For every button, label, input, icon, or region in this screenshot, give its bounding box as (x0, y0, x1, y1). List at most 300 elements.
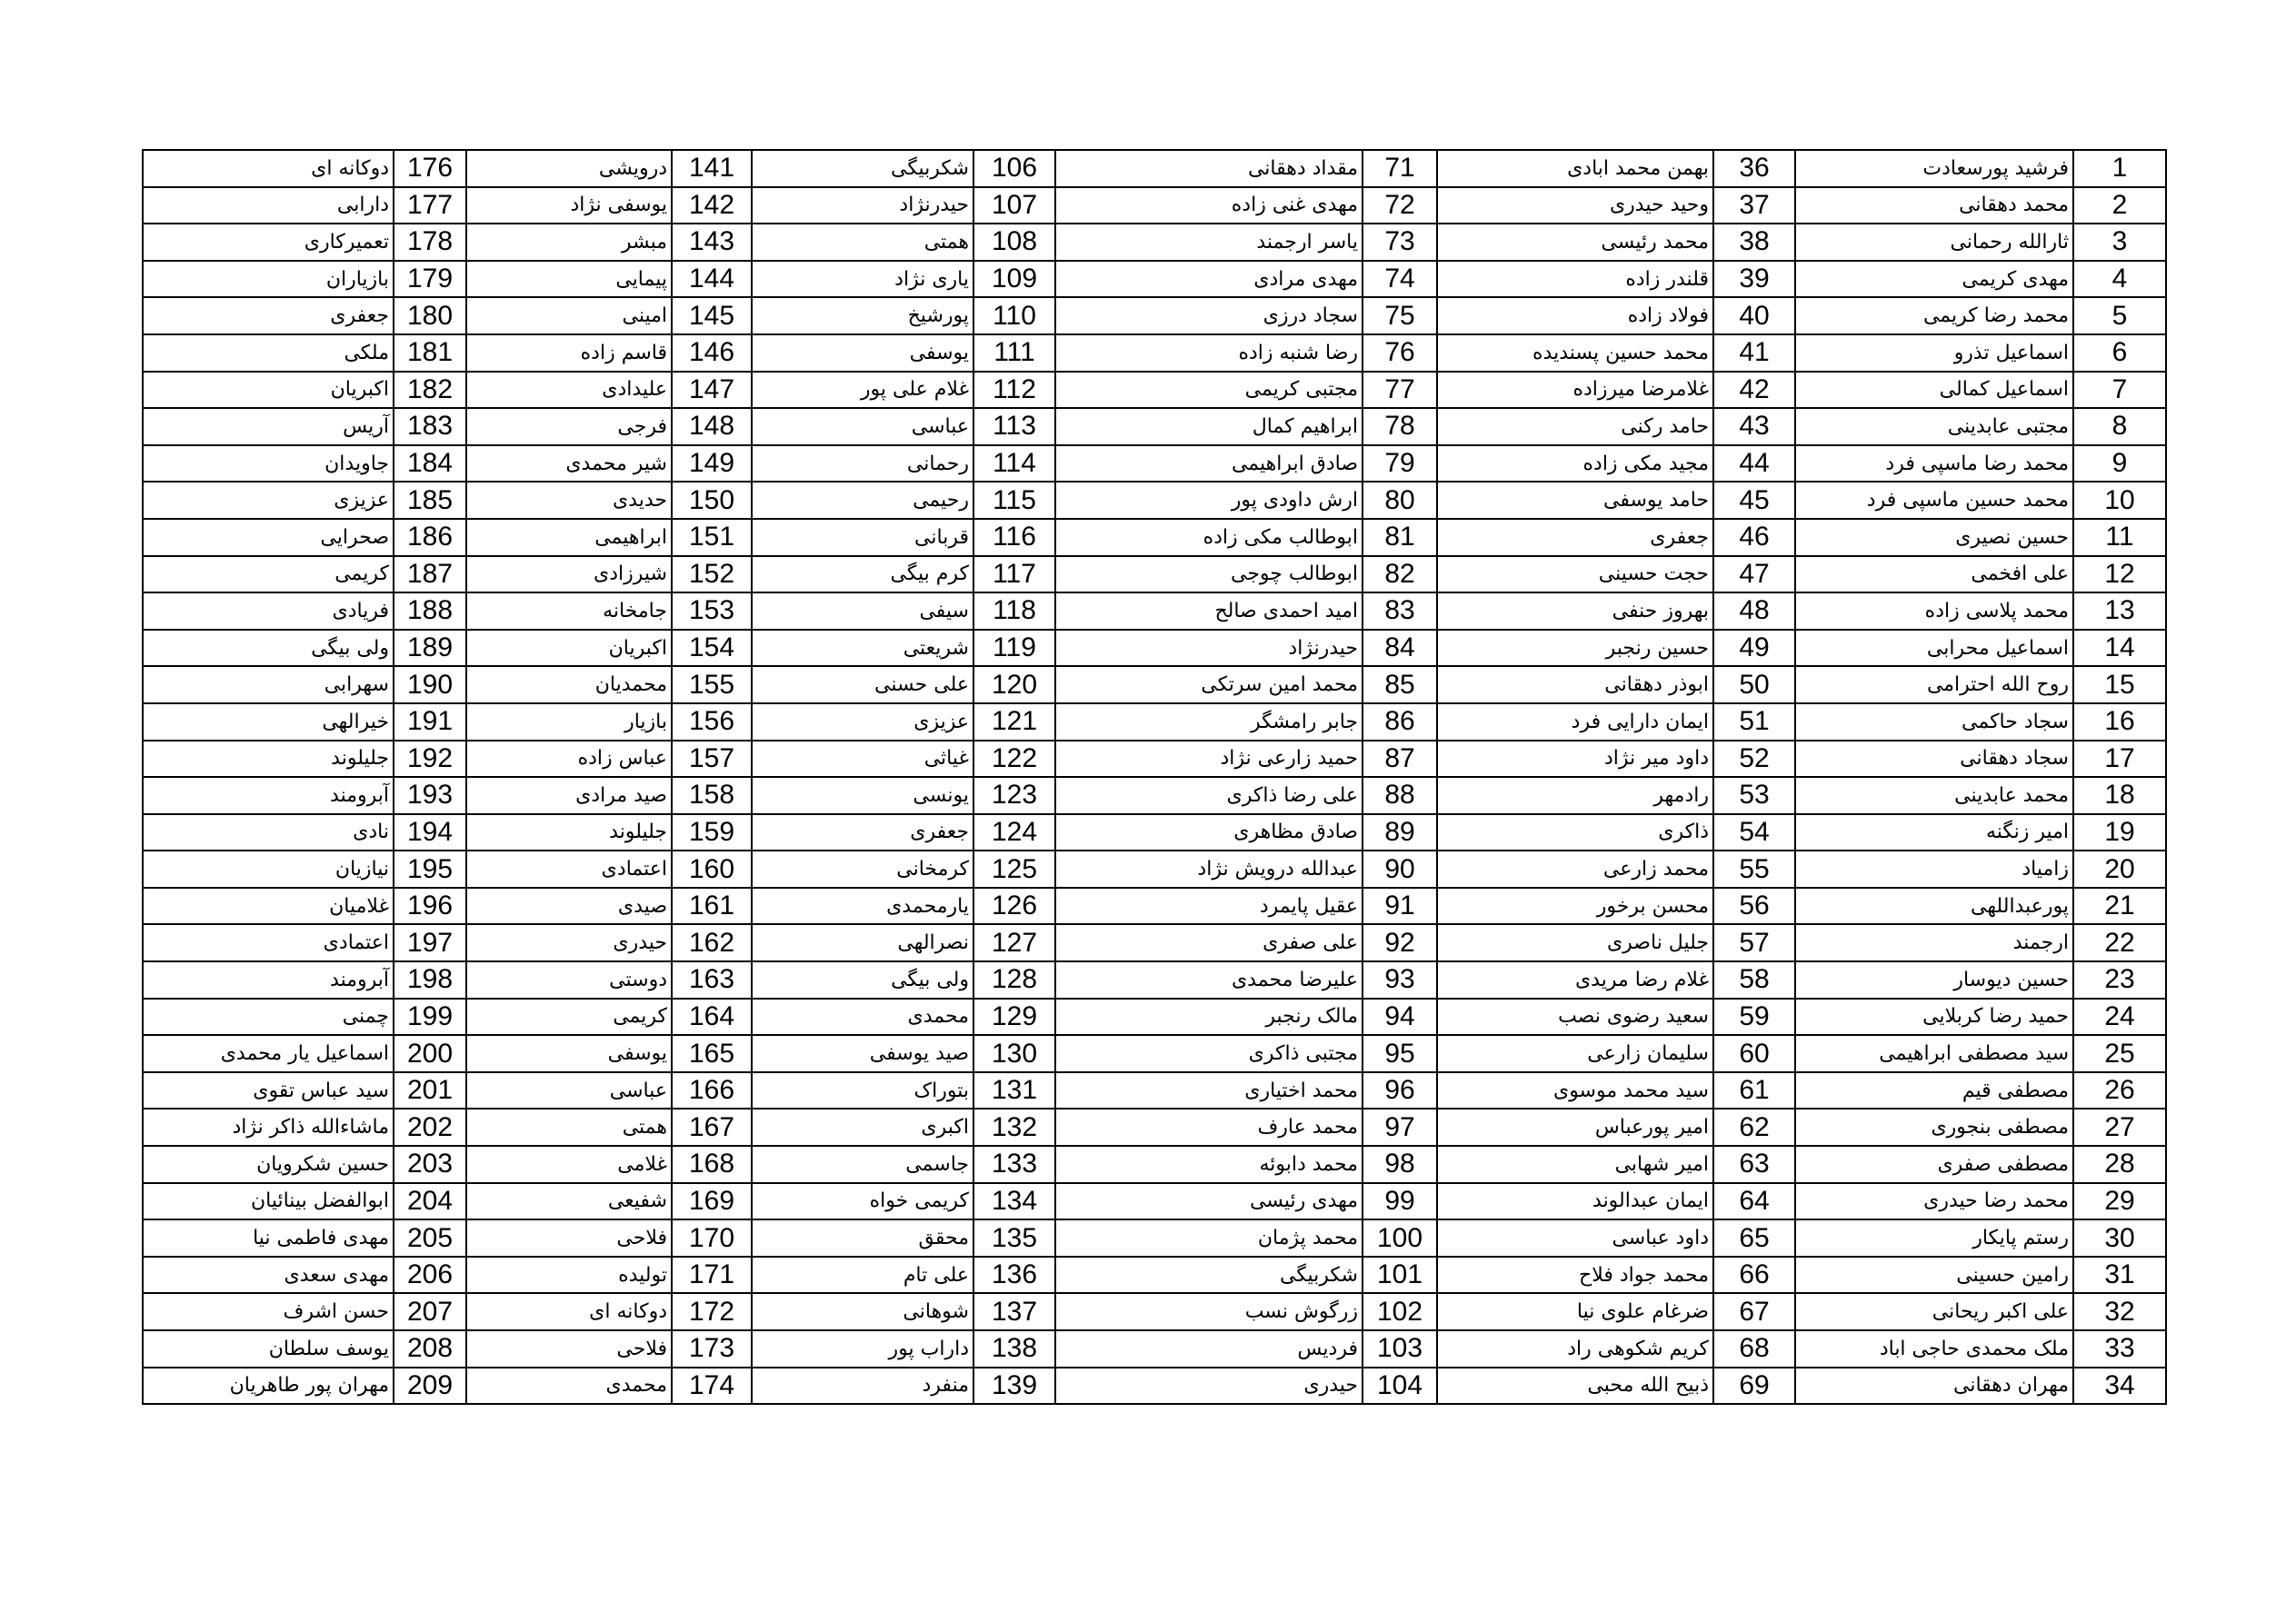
number-cell: 145 (672, 297, 752, 334)
number-cell: 202 (394, 1109, 466, 1146)
name-cell: یوسفی (752, 334, 973, 372)
number-cell: 200 (394, 1035, 466, 1072)
number-cell: 204 (394, 1183, 466, 1220)
number-cell: 38 (1713, 224, 1795, 261)
name-cell: غلامی (466, 1146, 672, 1183)
table-row (143, 814, 2166, 851)
name-cell: حامد یوسفی (1437, 482, 1713, 519)
name-cell: امید احمدی صالح (1055, 592, 1363, 630)
name-cell: محمد پلاسی زاده (1795, 592, 2073, 630)
name-cell: سجاد حاکمی (1795, 703, 2073, 741)
number-cell: 164 (672, 999, 752, 1036)
name-cell: سید محمد موسوی (1437, 1072, 1713, 1110)
number-cell: 150 (672, 482, 752, 519)
name-cell: منفرد (752, 1368, 973, 1405)
name-cell: شیرزادی (466, 556, 672, 593)
number-cell: 126 (973, 888, 1055, 925)
number-cell: 86 (1363, 703, 1437, 741)
name-cell: علی رضا ذاکری (1055, 777, 1363, 814)
name-cell: مجتبی ذاکری (1055, 1035, 1363, 1072)
name-cell: فلاحی (466, 1219, 672, 1257)
number-cell: 109 (973, 261, 1055, 298)
number-cell: 156 (672, 703, 752, 741)
name-cell: حمید رضا کربلایی (1795, 999, 2073, 1036)
name-cell: خیرالهی (143, 703, 394, 741)
name-cell: بتوراک (752, 1072, 973, 1110)
name-cell: آریس (143, 408, 394, 445)
number-cell: 168 (672, 1146, 752, 1183)
number-cell: 2 (2073, 187, 2166, 224)
number-cell: 180 (394, 297, 466, 334)
name-cell: جلیلوند (143, 741, 394, 778)
number-cell: 22 (2073, 924, 2166, 961)
name-cell: تعمیرکاری (143, 224, 394, 261)
number-cell: 185 (394, 482, 466, 519)
number-cell: 120 (973, 666, 1055, 703)
number-cell: 206 (394, 1257, 466, 1294)
number-cell: 4 (2073, 261, 2166, 298)
name-cell: حجت حسینی (1437, 556, 1713, 593)
name-cell: مجتبی عابدینی (1795, 408, 2073, 445)
name-cell: شیر محمدی (466, 445, 672, 483)
number-cell: 184 (394, 445, 466, 483)
name-cell: یاسر ارجمند (1055, 224, 1363, 261)
number-cell: 24 (2073, 999, 2166, 1036)
name-cell: جعفری (752, 814, 973, 851)
number-cell: 209 (394, 1368, 466, 1405)
name-cell: یوسفی نژاد (466, 187, 672, 224)
number-cell: 178 (394, 224, 466, 261)
number-cell: 188 (394, 592, 466, 630)
name-cell: سعید رضوی نصب (1437, 999, 1713, 1036)
number-cell: 201 (394, 1072, 466, 1110)
name-cell: مالک رنجبر (1055, 999, 1363, 1036)
name-cell: ابوطالب چوجی (1055, 556, 1363, 593)
number-cell: 118 (973, 592, 1055, 630)
number-cell: 85 (1363, 666, 1437, 703)
number-cell: 21 (2073, 888, 2166, 925)
number-cell: 16 (2073, 703, 2166, 741)
name-cell: محمد جواد فلاح (1437, 1257, 1713, 1294)
name-cell: محمد زارعی (1437, 851, 1713, 888)
number-cell: 60 (1713, 1035, 1795, 1072)
name-cell: حیدرنژاد (752, 187, 973, 224)
number-cell: 107 (973, 187, 1055, 224)
table-row (143, 1330, 2166, 1368)
number-cell: 56 (1713, 888, 1795, 925)
name-cell: یونسی (752, 777, 973, 814)
table-row (143, 1183, 2166, 1220)
number-cell: 119 (973, 630, 1055, 667)
number-cell: 169 (672, 1183, 752, 1220)
name-cell: اعتمادی (143, 924, 394, 961)
number-cell: 123 (973, 777, 1055, 814)
name-cell: صید یوسفی (752, 1035, 973, 1072)
number-cell: 7 (2073, 372, 2166, 409)
name-cell: علی صفری (1055, 924, 1363, 961)
number-cell: 62 (1713, 1109, 1795, 1146)
number-cell: 73 (1363, 224, 1437, 261)
number-cell: 27 (2073, 1109, 2166, 1146)
name-cell: کریمی (466, 999, 672, 1036)
name-cell: اکبریان (143, 372, 394, 409)
table-row (143, 519, 2166, 556)
number-cell: 136 (973, 1257, 1055, 1294)
name-cell: جعفری (143, 297, 394, 334)
table-row (143, 556, 2166, 593)
number-cell: 43 (1713, 408, 1795, 445)
table-row (143, 372, 2166, 409)
number-cell: 9 (2073, 445, 2166, 483)
number-cell: 138 (973, 1330, 1055, 1368)
number-cell: 159 (672, 814, 752, 851)
number-cell: 108 (973, 224, 1055, 261)
name-cell: محمد حسین پسندیده (1437, 334, 1713, 372)
name-cell: تولیده (466, 1257, 672, 1294)
name-cell: دوکانه ای (466, 1293, 672, 1330)
name-cell: پورعبداللهی (1795, 888, 2073, 925)
number-cell: 77 (1363, 372, 1437, 409)
table-row (143, 1035, 2166, 1072)
number-cell: 90 (1363, 851, 1437, 888)
name-cell: حیدری (1055, 1368, 1363, 1405)
number-cell: 53 (1713, 777, 1795, 814)
table-row (143, 851, 2166, 888)
number-cell: 151 (672, 519, 752, 556)
table-row (143, 1257, 2166, 1294)
name-cell: کریمی خواه (752, 1183, 973, 1220)
name-cell: شفیعی (466, 1183, 672, 1220)
name-cell: داراب پور (752, 1330, 973, 1368)
number-cell: 139 (973, 1368, 1055, 1405)
name-cell: سیفی (752, 592, 973, 630)
number-cell: 20 (2073, 851, 2166, 888)
name-cell: سجاد دهقانی (1795, 741, 2073, 778)
name-cell: سهرابی (143, 666, 394, 703)
number-cell: 191 (394, 703, 466, 741)
number-cell: 170 (672, 1219, 752, 1257)
name-cell: یوسف سلطان (143, 1330, 394, 1368)
number-cell: 112 (973, 372, 1055, 409)
name-cell: کرم بیگی (752, 556, 973, 593)
number-cell: 189 (394, 630, 466, 667)
number-cell: 44 (1713, 445, 1795, 483)
number-cell: 155 (672, 666, 752, 703)
name-cell: اسماعیل یار محمدی (143, 1035, 394, 1072)
number-cell: 152 (672, 556, 752, 593)
number-cell: 61 (1713, 1072, 1795, 1110)
name-cell: مهران پور طاهریان (143, 1368, 394, 1405)
name-cell: بازیار (466, 703, 672, 741)
name-cell: امیر زنگنه (1795, 814, 2073, 851)
name-cell: محمد رضا ماسپی فرد (1795, 445, 2073, 483)
number-cell: 110 (973, 297, 1055, 334)
name-cell: ماشاءالله ذاکر نژاد (143, 1109, 394, 1146)
table-row (143, 777, 2166, 814)
number-cell: 114 (973, 445, 1055, 483)
name-cell: اکبری (752, 1109, 973, 1146)
number-cell: 153 (672, 592, 752, 630)
name-cell: رادمهر (1437, 777, 1713, 814)
number-cell: 45 (1713, 482, 1795, 519)
name-cell: رحیمی (752, 482, 973, 519)
number-cell: 33 (2073, 1330, 2166, 1368)
name-cell: مهدی رئیسی (1055, 1183, 1363, 1220)
name-cell: داود عباسی (1437, 1219, 1713, 1257)
name-cell: رضا شنبه زاده (1055, 334, 1363, 372)
number-cell: 69 (1713, 1368, 1795, 1405)
number-cell: 78 (1363, 408, 1437, 445)
name-cell: ثارالله رحمانی (1795, 224, 2073, 261)
number-cell: 127 (973, 924, 1055, 961)
name-cell: نادی (143, 814, 394, 851)
number-cell: 58 (1713, 961, 1795, 999)
number-cell: 103 (1363, 1330, 1437, 1368)
table-row (143, 1368, 2166, 1405)
name-cell: شوهانی (752, 1293, 973, 1330)
name-cell: ملک محمدی حاجی اباد (1795, 1330, 2073, 1368)
name-cell: وحید حیدری (1437, 187, 1713, 224)
name-cell: شکربیگی (752, 150, 973, 187)
name-cell: عزیزی (752, 703, 973, 741)
name-cell: آبرومند (143, 961, 394, 999)
name-cell: همتی (466, 1109, 672, 1146)
number-cell: 116 (973, 519, 1055, 556)
name-cell: مصطفی قیم (1795, 1072, 2073, 1110)
name-cell: سید عباس تقوی (143, 1072, 394, 1110)
number-cell: 187 (394, 556, 466, 593)
name-cell: پیمایی (466, 261, 672, 298)
name-cell: حسین نصیری (1795, 519, 2073, 556)
name-cell: شکربیگی (1055, 1257, 1363, 1294)
number-cell: 208 (394, 1330, 466, 1368)
name-cell: فرشید پورسعادت (1795, 150, 2073, 187)
number-cell: 113 (973, 408, 1055, 445)
table-row (143, 224, 2166, 261)
number-cell: 99 (1363, 1183, 1437, 1220)
number-cell: 134 (973, 1183, 1055, 1220)
number-cell: 59 (1713, 999, 1795, 1036)
number-cell: 25 (2073, 1035, 2166, 1072)
name-cell: عباسی (466, 1072, 672, 1110)
table-row (143, 888, 2166, 925)
number-cell: 104 (1363, 1368, 1437, 1405)
name-cell: آبرومند (143, 777, 394, 814)
name-cell: بازیاران (143, 261, 394, 298)
number-cell: 122 (973, 741, 1055, 778)
name-cell: حسین دیوسار (1795, 961, 2073, 999)
number-cell: 19 (2073, 814, 2166, 851)
number-cell: 50 (1713, 666, 1795, 703)
name-cell: مهدی فاطمی نیا (143, 1219, 394, 1257)
name-cell: مصطفی صفری (1795, 1146, 2073, 1183)
name-cell: محقق (752, 1219, 973, 1257)
number-cell: 117 (973, 556, 1055, 593)
table-row (143, 408, 2166, 445)
name-cell: محمد پژمان (1055, 1219, 1363, 1257)
name-cell: صادق مظاهری (1055, 814, 1363, 851)
name-cell: کریم شکوهی راد (1437, 1330, 1713, 1368)
name-cell: عقیل پایمرد (1055, 888, 1363, 925)
table-row (143, 482, 2166, 519)
name-cell: عبدالله درویش نژاد (1055, 851, 1363, 888)
number-cell: 115 (973, 482, 1055, 519)
number-cell: 46 (1713, 519, 1795, 556)
name-cell: ابوالفضل بینائیان (143, 1183, 394, 1220)
number-cell: 12 (2073, 556, 2166, 593)
number-cell: 165 (672, 1035, 752, 1072)
name-cell: دوکانه ای (143, 150, 394, 187)
name-cell: حدیدی (466, 482, 672, 519)
number-cell: 157 (672, 741, 752, 778)
name-cell: زرگوش نسب (1055, 1293, 1363, 1330)
number-cell: 81 (1363, 519, 1437, 556)
name-cell: چمنی (143, 999, 394, 1036)
number-cell: 182 (394, 372, 466, 409)
name-cell: مبشر (466, 224, 672, 261)
number-cell: 32 (2073, 1293, 2166, 1330)
table-row (143, 297, 2166, 334)
table-row (143, 1219, 2166, 1257)
number-cell: 67 (1713, 1293, 1795, 1330)
name-cell: شریعتی (752, 630, 973, 667)
name-cell: روح الله احترامی (1795, 666, 2073, 703)
number-cell: 183 (394, 408, 466, 445)
name-cell: امینی (466, 297, 672, 334)
number-cell: 80 (1363, 482, 1437, 519)
name-cell: صید مرادی (466, 777, 672, 814)
name-cell: دوستی (466, 961, 672, 999)
number-cell: 13 (2073, 592, 2166, 630)
number-cell: 37 (1713, 187, 1795, 224)
name-cell: حسین شکرویان (143, 1146, 394, 1183)
number-cell: 11 (2073, 519, 2166, 556)
number-cell: 101 (1363, 1257, 1437, 1294)
name-cell: ذبیح الله محبی (1437, 1368, 1713, 1405)
name-cell: حیدرنژاد (1055, 630, 1363, 667)
name-cell: محمد حسین ماسپی فرد (1795, 482, 2073, 519)
name-cell: جاویدان (143, 445, 394, 483)
name-cell: محمد دابوئه (1055, 1146, 1363, 1183)
number-cell: 190 (394, 666, 466, 703)
number-cell: 100 (1363, 1219, 1437, 1257)
number-cell: 31 (2073, 1257, 2166, 1294)
name-cell: سید مصطفی ابراهیمی (1795, 1035, 2073, 1072)
name-cell: مقداد دهقانی (1055, 150, 1363, 187)
table-row (143, 592, 2166, 630)
name-cell: فردیس (1055, 1330, 1363, 1368)
table-row (143, 630, 2166, 667)
name-cell: محمد عارف (1055, 1109, 1363, 1146)
number-cell: 55 (1713, 851, 1795, 888)
number-cell: 79 (1363, 445, 1437, 483)
number-cell: 179 (394, 261, 466, 298)
number-cell: 142 (672, 187, 752, 224)
name-cell: فولاد زاده (1437, 297, 1713, 334)
name-cell: محسن برخور (1437, 888, 1713, 925)
number-cell: 192 (394, 741, 466, 778)
number-cell: 63 (1713, 1146, 1795, 1183)
name-cell: مجتبی کریمی (1055, 372, 1363, 409)
number-cell: 72 (1363, 187, 1437, 224)
number-cell: 5 (2073, 297, 2166, 334)
name-cell: ایمان دارایی فرد (1437, 703, 1713, 741)
name-cell: درویشی (466, 150, 672, 187)
number-cell: 125 (973, 851, 1055, 888)
name-cell: قلندر زاده (1437, 261, 1713, 298)
table-row (143, 187, 2166, 224)
name-cell: ملکی (143, 334, 394, 372)
name-cell: علی افخمی (1795, 556, 2073, 593)
name-cell: غلامرضا میرزاده (1437, 372, 1713, 409)
name-cell: محمد رضا کریمی (1795, 297, 2073, 334)
name-cell: یوسفی (466, 1035, 672, 1072)
number-cell: 34 (2073, 1368, 2166, 1405)
name-cell: محمدی (752, 999, 973, 1036)
name-cell: جابر رامشگر (1055, 703, 1363, 741)
number-cell: 160 (672, 851, 752, 888)
name-cell: ارش داودی پور (1055, 482, 1363, 519)
name-cell: اسماعیل کمالی (1795, 372, 2073, 409)
name-cell: فرجی (466, 408, 672, 445)
name-cell: مهدی سعدی (143, 1257, 394, 1294)
name-cell: اعتمادی (466, 851, 672, 888)
name-cell: محمد دهقانی (1795, 187, 2073, 224)
number-cell: 195 (394, 851, 466, 888)
number-cell: 203 (394, 1146, 466, 1183)
table-row (143, 334, 2166, 372)
table-row (143, 666, 2166, 703)
number-cell: 197 (394, 924, 466, 961)
number-cell: 88 (1363, 777, 1437, 814)
table-row (143, 1293, 2166, 1330)
number-cell: 18 (2073, 777, 2166, 814)
name-cell: عباس زاده (466, 741, 672, 778)
name-cell: رحمانی (752, 445, 973, 483)
number-cell: 193 (394, 777, 466, 814)
table-row (143, 741, 2166, 778)
number-cell: 76 (1363, 334, 1437, 372)
number-cell: 181 (394, 334, 466, 372)
name-cell: اسماعیل محرابی (1795, 630, 2073, 667)
number-cell: 129 (973, 999, 1055, 1036)
name-cell: کرمخانی (752, 851, 973, 888)
name-cell: همتی (752, 224, 973, 261)
number-cell: 75 (1363, 297, 1437, 334)
name-cell: ضرغام علوی نیا (1437, 1293, 1713, 1330)
name-cell: ابوطالب مکی زاده (1055, 519, 1363, 556)
number-cell: 87 (1363, 741, 1437, 778)
number-cell: 8 (2073, 408, 2166, 445)
number-cell: 172 (672, 1293, 752, 1330)
name-cell: حسن اشرف (143, 1293, 394, 1330)
name-cell: محمدیان (466, 666, 672, 703)
number-cell: 57 (1713, 924, 1795, 961)
name-cell: قربانی (752, 519, 973, 556)
name-cell: علی حسنی (752, 666, 973, 703)
number-cell: 96 (1363, 1072, 1437, 1110)
name-cell: حسین رنجبر (1437, 630, 1713, 667)
table-body (143, 150, 2166, 1404)
number-cell: 121 (973, 703, 1055, 741)
table-row (143, 703, 2166, 741)
number-cell: 36 (1713, 150, 1795, 187)
number-cell: 89 (1363, 814, 1437, 851)
number-cell: 166 (672, 1072, 752, 1110)
name-cell: علیدادی (466, 372, 672, 409)
name-cell: جاسمی (752, 1146, 973, 1183)
number-cell: 23 (2073, 961, 2166, 999)
